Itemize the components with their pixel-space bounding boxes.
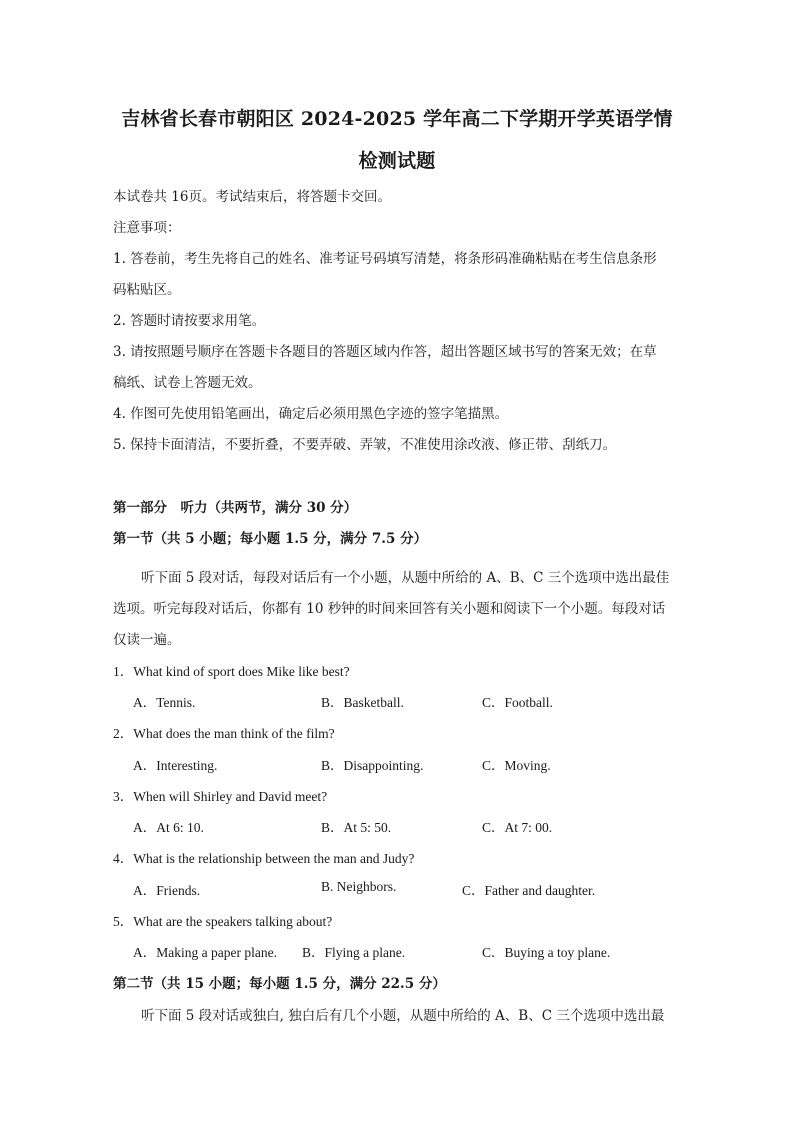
question-5-option-c: C．Buying a toy plane. bbox=[482, 945, 611, 960]
question-4: 4．What is the relationship between the man and Judy? bbox=[113, 851, 415, 866]
question-1: 1．What kind of sport does Mike like best? bbox=[113, 664, 350, 679]
exam-title-line2: 检测试题 bbox=[358, 150, 436, 172]
section1-instructions-end: 仅读一遍。 bbox=[113, 632, 181, 648]
note-item-2: 2. 答题时请按要求用笔。 bbox=[113, 313, 266, 329]
note-item-4: 4. 作图可先使用铅笔画出，确定后必须用黑色字迹的签字笔描黑。 bbox=[113, 406, 509, 422]
note-item-5: 5. 保持卡面清洁，不要折叠，不要弄破、弄皱，不准使用涂改液、修正带、刮纸刀。 bbox=[113, 437, 617, 453]
question-4-option-a: A．Friends. bbox=[133, 883, 201, 898]
question-2: 2．What does the man think of the film? bbox=[113, 726, 335, 741]
question-1-option-b: B．Basketball. bbox=[321, 695, 404, 710]
question-4-option-b: B. Neighbors. bbox=[321, 879, 397, 894]
question-4-option-c: C．Father and daughter. bbox=[462, 883, 596, 898]
question-3-option-c: C．At 7: 00. bbox=[482, 820, 553, 835]
question-1-option-a: A．Tennis. bbox=[133, 695, 196, 710]
note-item-1: 1. 答卷前，考生先将自己的姓名、准考证号码填写清楚，将条形码准确粘贴在考生信息条形 bbox=[113, 251, 657, 267]
exam-title-line1: 吉林省长春市朝阳区 2024-2025 学年高二下学期开学英语学情 bbox=[121, 108, 673, 130]
part1-heading: 第一部分 听力（共两节，满分 30 分） bbox=[113, 500, 358, 516]
question-5-option-a: A．Making a paper plane. bbox=[133, 945, 277, 960]
question-5-option-b: B．Flying a plane. bbox=[302, 945, 406, 960]
question-3: 3．When will Shirley and David meet? bbox=[113, 789, 328, 804]
question-1-option-c: C．Football. bbox=[482, 695, 553, 710]
question-2-option-a: A．Interesting. bbox=[133, 758, 218, 773]
section1-instructions: 听下面 5 段对话，每段对话后有一个小题，从题中所给的 A、B、C 三个选项中选出最佳 bbox=[141, 570, 670, 586]
intro-text: 本试卷共 16页。考试结束后，将答题卡交回。 bbox=[113, 189, 391, 205]
question-2-option-b: B．Disappointing. bbox=[321, 758, 424, 773]
section2-heading: 第二节（共 15 小题；每小题 1.5 分，满分 22.5 分） bbox=[113, 976, 446, 992]
question-5: 5．What are the speakers talking about? bbox=[113, 914, 333, 929]
question-2-option-c: C．Moving. bbox=[482, 758, 551, 773]
note-item-1-cont: 码粘贴区。 bbox=[113, 282, 181, 298]
question-3-option-a: A．At 6: 10. bbox=[133, 820, 204, 835]
note-item-3: 3. 请按照题号顺序在答题卡各题目的答题区域内作答，超出答题区域书写的答案无效；在草 bbox=[113, 344, 657, 360]
notes-heading: 注意事项： bbox=[113, 220, 181, 236]
section1-heading: 第一节（共 5 小题；每小题 1.5 分，满分 7.5 分） bbox=[113, 531, 428, 547]
section2-instructions: 听下面 5 段对话或独白, 独白后有几个小题，从题中所给的 A、B、C 三个选项中选出最 bbox=[141, 1008, 665, 1024]
question-3-option-b: B．At 5: 50. bbox=[321, 820, 392, 835]
section1-instructions-cont: 选项。听完每段对话后，你都有 10 秒钟的时间来回答有关小题和阅读下一个小题。每段对话 bbox=[113, 601, 666, 617]
note-item-3-cont: 稿纸、试卷上答题无效。 bbox=[113, 375, 262, 391]
